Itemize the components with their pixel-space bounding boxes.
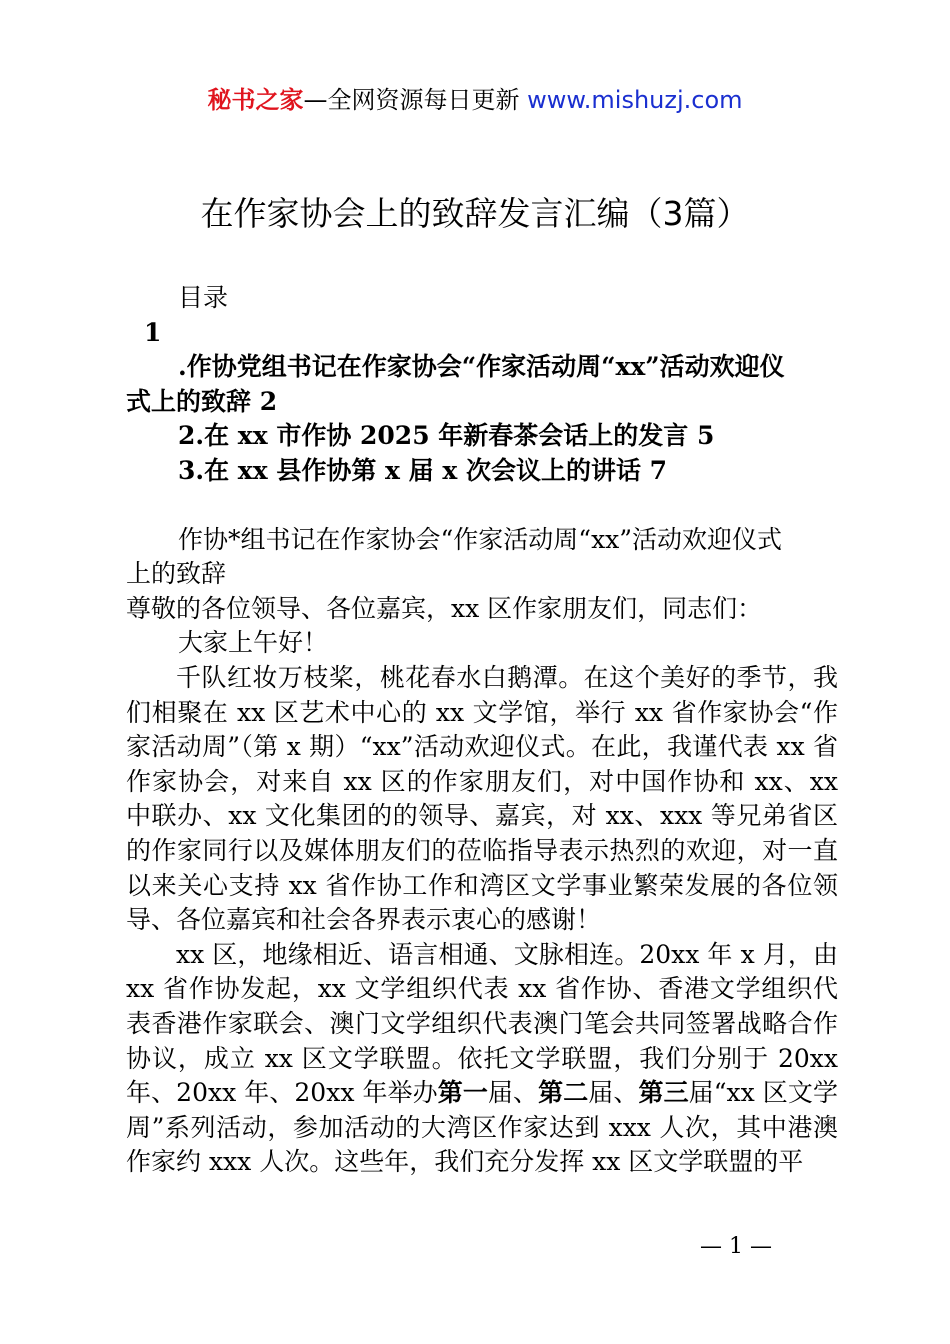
document-title: 在作家协会上的致辞发言汇编（3篇） [200,194,750,233]
banner-brand: 秘书之家 [207,86,304,114]
paragraph-2-text-b: 届“xx 区文学周”系列活动，参加活动的大湾区作家达到 xxx 人次，其中港澳作家约 xxx 人次。这些年，我们充分发挥 xx 区文学联盟的平 [126,1078,838,1177]
banner-tagline: —全网资源每日更新 [303,86,528,114]
toc-heading: 目录 [178,283,229,312]
toc-item-1-line1[interactable]: .作协党组书记在作家协会“作家活动周“xx”活动欢迎仪 [178,352,785,381]
salutation: 尊敬的各位领导、各位嘉宾，xx 区作家朋友们，同志们： [126,594,763,623]
toc-item-1-line2[interactable]: 式上的致辞 2 [126,387,278,416]
paragraph-2-sep2: 届、 [588,1078,639,1108]
paragraph-2-sep1: 届、 [487,1078,539,1108]
paragraph-2-first: 第一 [437,1078,488,1108]
paragraph-1: 千队红妆万枝桨，桃花春水白鹅潭。在这个美好的季节，我们相聚在 xx 区艺术中心的 xx 文学馆，举行 xx 省作家协会“作家活动周”（第 x 期）“xx”活动欢迎仪式。在此，我谨代表 xx 省作家协会，对来自 xx 区的作家朋友们，对中国作协和 xx、xx 中联办、xx 文化集团的的领导、嘉宾，对 xx、xxx 等兄弟省区的作家同行以及媒体朋友们的莅临指导表示热烈的欢迎，对一直以来关心支持 xx 省作协工作和湾区文学事业繁荣发展的各位领导、各位嘉宾和社会各界表示衷心的感谢！ [126,663,838,935]
paragraph-2-second: 第二 [538,1078,589,1108]
section-heading-line1: 作协*组书记在作家协会“作家活动周“xx”活动欢迎仪式 [178,525,783,554]
section-heading-line2: 上的致辞 [126,559,227,588]
toc-item-1-number: 1 [144,318,162,347]
body-paragraphs [126,661,838,1180]
paragraph-2-third: 第三 [638,1078,689,1108]
toc-item-3[interactable]: 3.在 xx 县作协第 x 届 x 次会议上的讲话 7 [178,456,668,485]
greeting: 大家上午好！ [178,628,329,657]
site-banner [0,80,950,115]
toc-item-2[interactable]: 2.在 xx 市作协 2025 年新春茶会话上的发言 5 [178,421,715,450]
paragraph-2 [126,938,838,1180]
banner-url-link[interactable]: www.mishuzj.com [527,86,743,114]
paragraph-2-text-a: xx 区，地缘相近、语言相通、文脉相连。20xx 年 x 月，由 xx 省作协发起，xx 文学组织代表 xx 省作协、香港文学组织代表香港作家联会、澳门文学组织代表澳门笔会共同签署战略合作协议，成立 xx 区文学联盟。依托文学联盟，我们分别于 20xx 年、20xx 年、20xx 年举办 [126,939,838,1108]
page-number: — 1 — [700,1234,772,1259]
